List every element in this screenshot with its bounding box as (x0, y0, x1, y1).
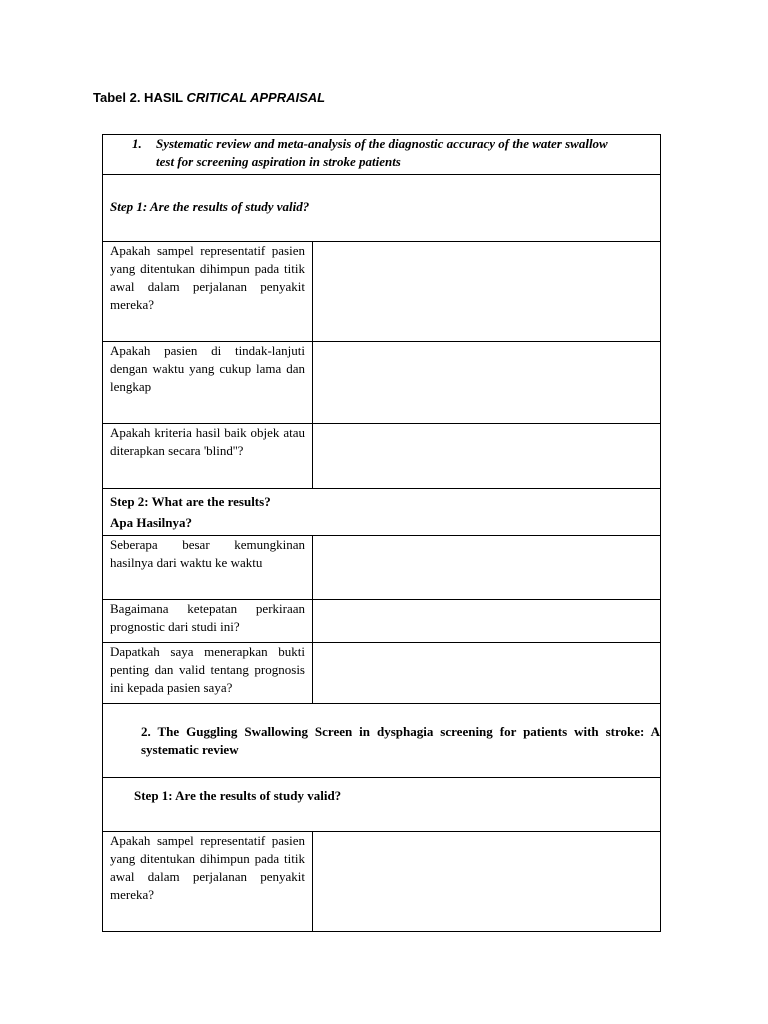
step-1-label: Step 1: Are the results of study valid? (110, 199, 310, 214)
answer-cell[interactable] (313, 832, 661, 932)
question-cell: Apakah kriteria hasil baik objek atau diterapkan secara 'blind''? (103, 424, 313, 489)
question-cell: Bagaimana ketepatan perkiraan prognostic dari studi ini? (103, 600, 313, 643)
step-2-heading (103, 489, 661, 536)
appraisal-table (102, 134, 661, 932)
table-caption (93, 90, 325, 105)
table-row (103, 600, 661, 643)
table-row (103, 175, 661, 242)
answer-cell[interactable] (313, 536, 661, 600)
study-2-title (103, 704, 661, 778)
question-cell: Dapatkah saya menerapkan bukti penting dan valid tentang prognosis ini kepada pasien saya? (103, 643, 313, 704)
answer-cell[interactable] (313, 424, 661, 489)
answer-cell[interactable] (313, 342, 661, 424)
caption-italic: CRITICAL APPRAISAL (186, 90, 326, 105)
caption-prefix: Tabel 2. HASIL (93, 90, 187, 105)
study-2-step-1-heading (103, 778, 661, 832)
question-cell: Apakah pasien di tindak-lanjuti dengan waktu yang cukup lama dan lengkap (103, 342, 313, 424)
study-1-title-line-2: test for screening aspiration in stroke patients (156, 154, 401, 169)
answer-cell[interactable] (313, 600, 661, 643)
answer-cell[interactable] (313, 643, 661, 704)
study-2-step-1-label: Step 1: Are the results of study valid? (134, 788, 342, 803)
step-2-sublabel: Apa Hasilnya? (110, 515, 192, 530)
table-row (103, 489, 661, 536)
table-row (103, 424, 661, 489)
question-cell: Apakah sampel representatif pasien yang ditentukan dihimpun pada titik awal dalam perjalanan penyakit mereka? (103, 242, 313, 342)
question-cell: Seberapa besar kemungkinan hasilnya dari waktu ke waktu (103, 536, 313, 600)
study-1-number: 1. (132, 136, 142, 151)
question-cell: Apakah sampel representatif pasien yang ditentukan dihimpun pada titik awal dalam perjalanan penyakit mereka? (103, 832, 313, 932)
study-1-title-line-1: Systematic review and meta-analysis of the diagnostic accuracy of the water swallow (156, 136, 608, 151)
table-row (103, 704, 661, 778)
table-row (103, 832, 661, 932)
study-1-title (103, 135, 661, 175)
step-2-label: Step 2: What are the results? (110, 494, 271, 509)
table-row (103, 778, 661, 832)
answer-cell[interactable] (313, 242, 661, 342)
table-row (103, 342, 661, 424)
table-row (103, 242, 661, 342)
study-2-title-text: 2. The Guggling Swallowing Screen in dysphagia screening for patients with stroke: A systematic review (141, 723, 661, 757)
table-row (103, 536, 661, 600)
table-row (103, 135, 661, 175)
step-1-heading (103, 175, 661, 242)
table-row (103, 643, 661, 704)
